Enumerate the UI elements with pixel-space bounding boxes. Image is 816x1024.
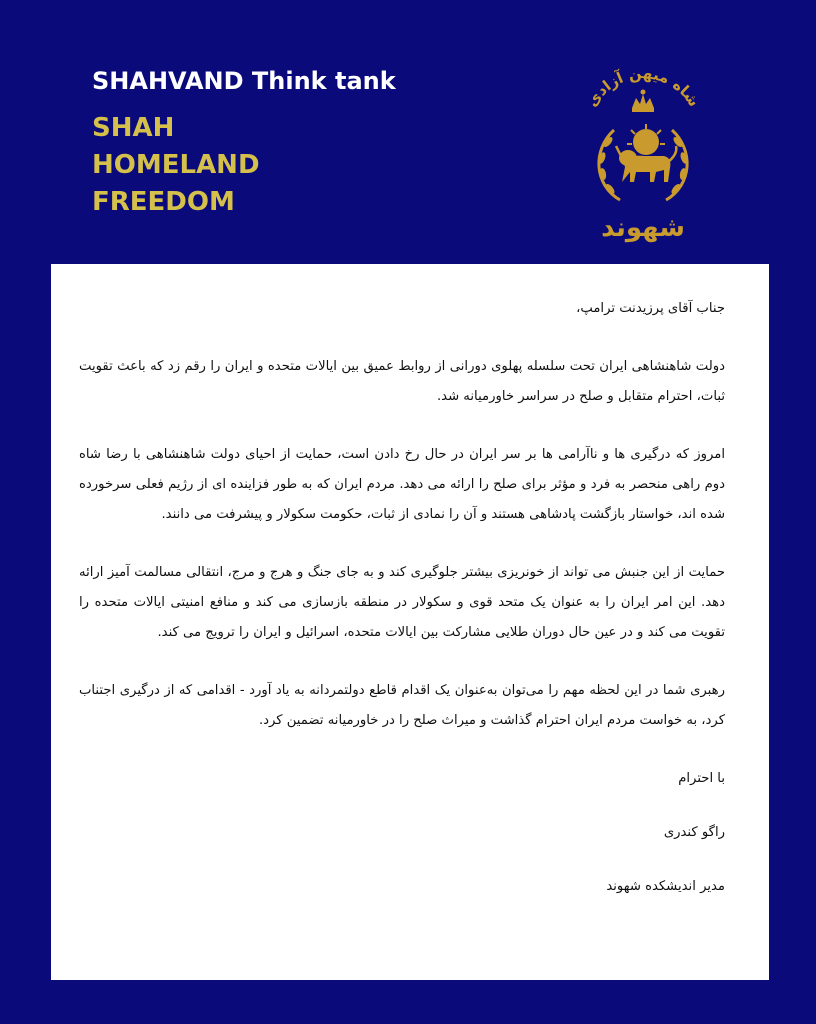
logo-arc-text: شاه میهن آزادی [582, 64, 704, 111]
crown-icon [632, 90, 654, 113]
letter-paragraph-3: حمایت از این جنبش می تواند از خونریزی بیشتر جلوگیری کند و به جای جنگ و هرج و مرج، انتقالی مسالمت آمیز ارائه دهد. این امر ایران را به عنوان یک متحد قوی و سکولار در منطقه بازسازی می کند و منافع امنیتی ایالات متحده را تقویت می کند و در عین حال دوران طلایی مشارکت بین ایالات متحده، اسرائیل و ایران را ترویج می کند. [79, 565, 725, 640]
signature-name: راگو کندری [663, 825, 725, 840]
header [92, 64, 396, 221]
brand-title: SHAHVAND Think tank [92, 67, 396, 95]
signature-title: مدیر اندیشکده شهوند [606, 879, 725, 894]
letter-closing: با احترام [678, 771, 725, 786]
motto-homeland: HOMELAND [92, 150, 260, 180]
letter-salutation: جناب آقای پرزیدنت ترامپ، [576, 301, 725, 316]
motto-shah: SHAH [92, 113, 175, 143]
lion-and-sun-emblem-icon [572, 50, 714, 250]
letter-paragraph-2: امروز که درگیری ها و ناآرامی ها بر سر ایران در حال رخ دادن است، حمایت از احیای دولت شاهنشاهی با رضا شاه دوم راهی منحصر به فرد و مؤثر برای صلح را ارائه می دهد. مردم ایران که به طور فزاینده ای از رژیم فعلی سرخورده شده اند، خواستار بازگشت پادشاهی هستند و آن را نمادی از ثبات، حکومت سکولار و پیشرفت می دانند. [79, 447, 725, 522]
sun-icon [627, 124, 665, 155]
letter-body [51, 264, 769, 980]
letter-paragraph-4: رهبری شما در این لحظه مهم را می‌توان به‌عنوان یک اقدام قاطع دولتمردانه به یاد آورد - اقدامی که از درگیری اجتناب کرد، به خواست مردم ایران احترام گذاشت و میراث صلح را در خاورمیانه تضمین کرد. [79, 683, 725, 728]
logo-bottom-text: شهوند [601, 213, 685, 243]
letter-paragraph-1: دولت شاهنشاهی ایران تحت سلسله پهلوی دورانی از روابط عمیق بین ایالات متحده و ایران را رقم زد که باعث تقویت ثبات، احترام متقابل و صلح در سراسر خاورمیانه شد. [79, 359, 725, 404]
motto-freedom: FREEDOM [92, 187, 235, 217]
